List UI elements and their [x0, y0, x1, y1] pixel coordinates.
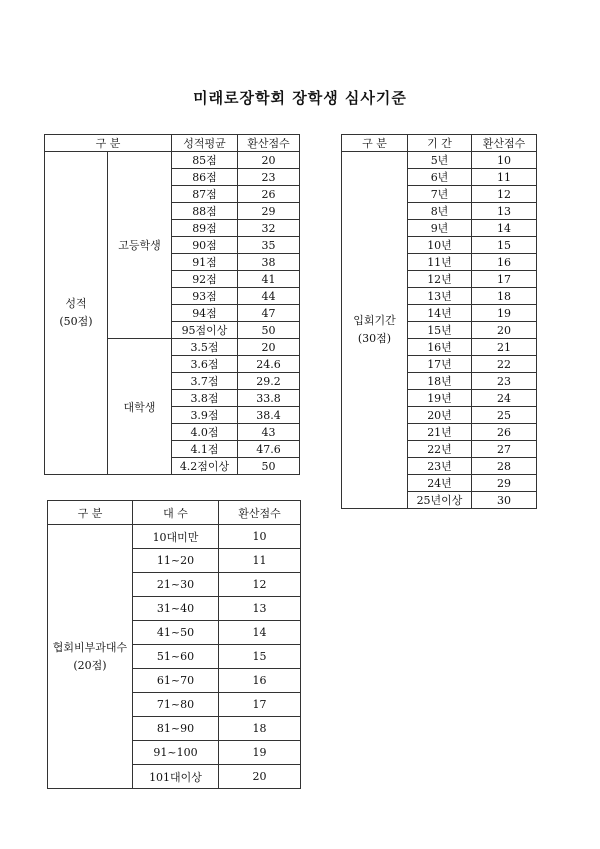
period-cell: 12년 — [408, 271, 472, 288]
score-cell: 24 — [472, 390, 537, 407]
score-cell: 17 — [472, 271, 537, 288]
score-cell: 15 — [472, 237, 537, 254]
score-cell: 25 — [472, 407, 537, 424]
period-cell: 15년 — [408, 322, 472, 339]
group-points: (30점) — [357, 332, 392, 345]
score-cell: 15 — [219, 645, 301, 669]
units-cell: 91~100 — [133, 741, 219, 765]
period-cell: 21년 — [408, 424, 472, 441]
score-cell: 27 — [472, 441, 537, 458]
score-cell: 47.6 — [238, 441, 300, 458]
score-cell: 21 — [472, 339, 537, 356]
score-cell: 26 — [472, 424, 537, 441]
score-cell: 44 — [238, 288, 300, 305]
average-cell: 95점이상 — [172, 322, 238, 339]
score-cell: 23 — [238, 169, 300, 186]
average-cell: 92점 — [172, 271, 238, 288]
period-cell: 5년 — [408, 152, 472, 169]
units-cell: 21~30 — [133, 573, 219, 597]
score-cell: 13 — [472, 203, 537, 220]
grades-header-category: 구 분 — [45, 135, 172, 152]
score-cell: 24.6 — [238, 356, 300, 373]
period-header-category: 구 분 — [342, 135, 408, 152]
units-cell: 51~60 — [133, 645, 219, 669]
grades-table — [44, 134, 300, 475]
units-cell: 71~80 — [133, 693, 219, 717]
average-cell: 94점 — [172, 305, 238, 322]
score-cell: 12 — [219, 573, 301, 597]
period-cell: 22년 — [408, 441, 472, 458]
score-cell: 11 — [472, 169, 537, 186]
period-cell: 20년 — [408, 407, 472, 424]
period-cell: 11년 — [408, 254, 472, 271]
score-cell: 18 — [219, 717, 301, 741]
score-cell: 38.4 — [238, 407, 300, 424]
average-cell: 3.5점 — [172, 339, 238, 356]
score-cell: 13 — [219, 597, 301, 621]
units-header-category: 구 분 — [48, 501, 133, 525]
units-cell: 31~40 — [133, 597, 219, 621]
period-cell: 23년 — [408, 458, 472, 475]
units-cell: 10대미만 — [133, 525, 219, 549]
group-label: 성적 — [65, 297, 87, 310]
score-cell: 10 — [472, 152, 537, 169]
period-header-period: 기 간 — [408, 135, 472, 152]
grades-header-row — [45, 135, 300, 152]
score-cell: 28 — [472, 458, 537, 475]
score-cell: 17 — [219, 693, 301, 717]
score-cell: 19 — [472, 305, 537, 322]
average-cell: 3.8점 — [172, 390, 238, 407]
page-title: 미래로장학회 장학생 심사기준 — [193, 89, 407, 107]
grades-header-score: 환산점수 — [238, 135, 300, 152]
period-cell: 18년 — [408, 373, 472, 390]
period-cell: 19년 — [408, 390, 472, 407]
period-cell: 16년 — [408, 339, 472, 356]
average-cell: 90점 — [172, 237, 238, 254]
group-label: 입회기간 — [353, 314, 396, 327]
score-cell: 18 — [472, 288, 537, 305]
average-cell: 4.0점 — [172, 424, 238, 441]
group-category-cell — [48, 525, 133, 789]
period-table — [341, 134, 537, 509]
average-cell: 87점 — [172, 186, 238, 203]
period-cell: 9년 — [408, 220, 472, 237]
period-cell: 14년 — [408, 305, 472, 322]
period-cell: 6년 — [408, 169, 472, 186]
group-category-cell — [342, 152, 408, 509]
score-cell: 32 — [238, 220, 300, 237]
score-cell: 14 — [472, 220, 537, 237]
score-cell: 22 — [472, 356, 537, 373]
score-cell: 20 — [219, 765, 301, 789]
score-cell: 50 — [238, 322, 300, 339]
units-cell: 41~50 — [133, 621, 219, 645]
average-cell: 3.7점 — [172, 373, 238, 390]
score-cell: 50 — [238, 458, 300, 475]
units-cell: 11~20 — [133, 549, 219, 573]
units-table — [47, 500, 301, 789]
units-header-score: 환산점수 — [219, 501, 301, 525]
grades-header-average: 성적평균 — [172, 135, 238, 152]
period-cell: 8년 — [408, 203, 472, 220]
period-cell: 17년 — [408, 356, 472, 373]
period-cell: 7년 — [408, 186, 472, 203]
period-header-row — [342, 135, 537, 152]
group-points: (50점) — [59, 315, 93, 328]
score-cell: 11 — [219, 549, 301, 573]
score-cell: 23 — [472, 373, 537, 390]
period-header-score: 환산점수 — [472, 135, 537, 152]
units-cell: 101대이상 — [133, 765, 219, 789]
score-cell: 29 — [472, 475, 537, 492]
score-cell: 20 — [238, 339, 300, 356]
score-cell: 35 — [238, 237, 300, 254]
table-row — [342, 152, 537, 169]
units-header-row — [48, 501, 301, 525]
table-row — [48, 525, 301, 549]
score-cell: 16 — [219, 669, 301, 693]
average-cell: 86점 — [172, 169, 238, 186]
group-label: 협회비부과대수 — [52, 640, 128, 654]
period-cell: 24년 — [408, 475, 472, 492]
group-points: (20점) — [73, 658, 107, 672]
table-row — [45, 152, 300, 169]
score-cell: 41 — [238, 271, 300, 288]
average-cell: 4.2점이상 — [172, 458, 238, 475]
score-cell: 19 — [219, 741, 301, 765]
average-cell: 3.9점 — [172, 407, 238, 424]
score-cell: 29.2 — [238, 373, 300, 390]
score-cell: 20 — [472, 322, 537, 339]
score-cell: 20 — [238, 152, 300, 169]
score-cell: 16 — [472, 254, 537, 271]
period-cell: 10년 — [408, 237, 472, 254]
average-cell: 85점 — [172, 152, 238, 169]
average-cell: 89점 — [172, 220, 238, 237]
average-cell: 88점 — [172, 203, 238, 220]
score-cell: 38 — [238, 254, 300, 271]
period-cell: 25년이상 — [408, 492, 472, 509]
group-category-cell — [45, 152, 108, 475]
score-cell: 47 — [238, 305, 300, 322]
average-cell: 3.6점 — [172, 356, 238, 373]
score-cell: 14 — [219, 621, 301, 645]
subgroup-high-school: 고등학생 — [108, 152, 172, 339]
score-cell: 43 — [238, 424, 300, 441]
subgroup-university: 대학생 — [108, 339, 172, 475]
score-cell: 12 — [472, 186, 537, 203]
score-cell: 33.8 — [238, 390, 300, 407]
units-header-units: 대 수 — [133, 501, 219, 525]
average-cell: 91점 — [172, 254, 238, 271]
score-cell: 10 — [219, 525, 301, 549]
units-cell: 61~70 — [133, 669, 219, 693]
units-cell: 81~90 — [133, 717, 219, 741]
score-cell: 30 — [472, 492, 537, 509]
score-cell: 29 — [238, 203, 300, 220]
average-cell: 93점 — [172, 288, 238, 305]
period-cell: 13년 — [408, 288, 472, 305]
average-cell: 4.1점 — [172, 441, 238, 458]
score-cell: 26 — [238, 186, 300, 203]
